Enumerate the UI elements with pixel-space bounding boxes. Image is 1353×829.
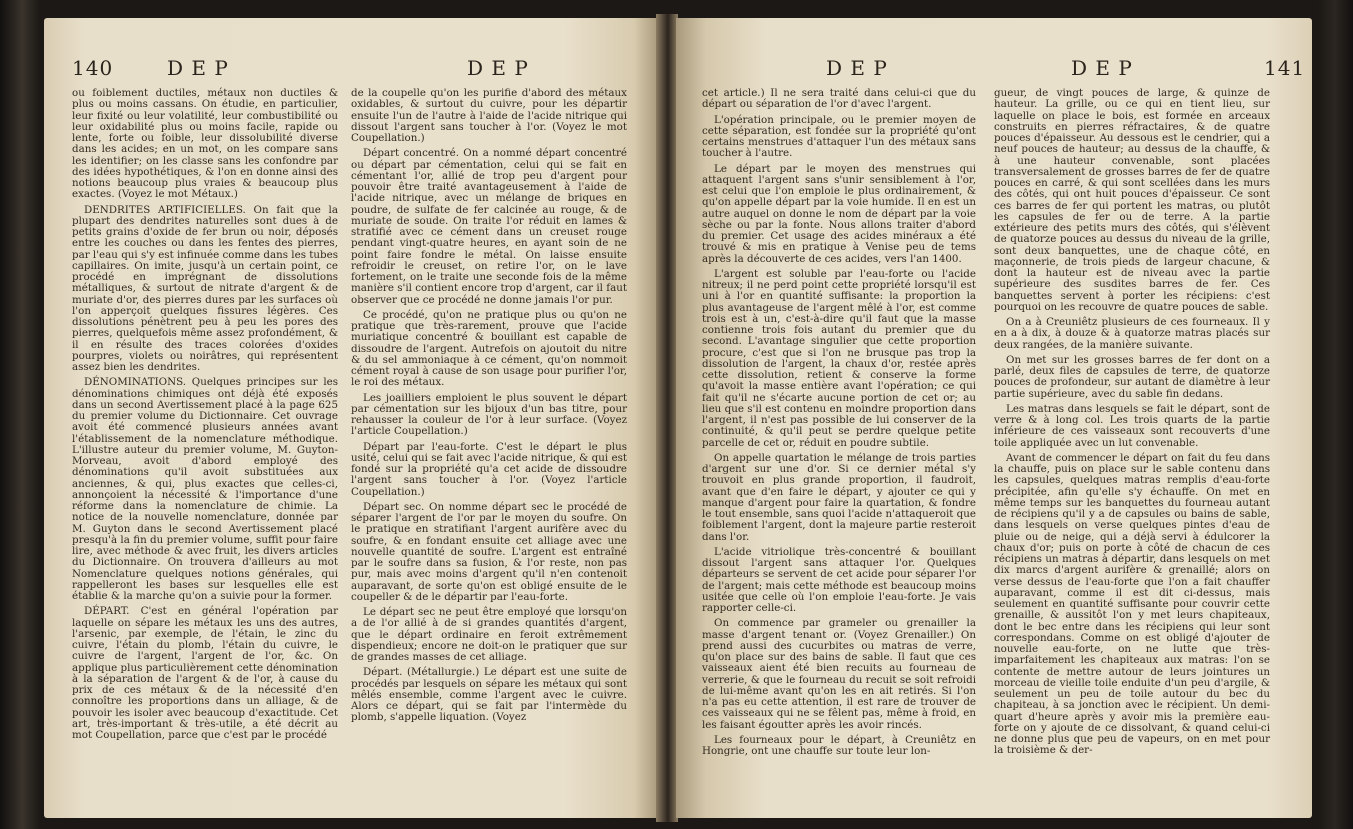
paragraph: L'acide vitriolique très-concentré & bouillant dissout l'argent sans attaquer l'or. Quelques départeurs se servent de cet acide pour séparer l'or de l'argent; mais cette méthode est beaucoup moins usitée que celle où l'on emploie l'eau-forte. Je vais rapporter celle-ci. <box>702 545 976 614</box>
left-page-column-1 <box>72 88 338 741</box>
paragraph: Départ concentré. On a nommé départ concentré ou départ par cémentation, celui qui se fait en cémentant l'or, allié de trop peu d'argent pour pouvoir être traité avantageusement à l'aide de l'acide nitrique, avec un mélange de briques en poudre, de sulfate de fer calcinée au rouge, & de muriate de soude. On traite l'or réduit en lames & stratifié avec ce cément dans un creuset rouge pendant vingt-quatre heures, en ayant soin de ne point faire fondre le métal. On laisse ensuite refroidir le creuset, on retire l'or, on le lave fortement, on le traite une seconde fois de la même manière s'il contient encore trop d'argent, car il faut observer que ce procédé ne donne jamais l'or pur. <box>351 147 627 306</box>
right-page-column-2 <box>994 88 1270 757</box>
paragraph: DÉNOMINATIONS. Quelques principes sur les dénominations chimiques ont déjà été exposés dans un second Avertissement placé à la page 625 du premier volume du Dictionnaire. Cet ouvrage avoit été commencé plusieurs années avant l'établissement de la nomenclature méthodique. L'illustre auteur du premier volume, M. Guyton-Morveau, avoit d'abord employé des dénominations qu'il avoit substituées aux anciennes, & qui, plus exactes que celles-ci, annonçoient la nécessité & l'importance d'une réforme dans la nomenclature de chimie. La notice de la nouvelle nomenclature, donnée par M. Guyton dans le second Avertissement placé presqu'à la fin du premier volume, suffit pour faire lire, avec méthode & avec fruit, les divers articles du Dictionnaire. On trouvera d'ailleurs au mot Nomenclature quelques notions générales, qui rappelleront les bases sur lesquelles elle est établie & la marche qu'on a suivie pour la former. <box>72 376 338 602</box>
paragraph: ou foiblement ductiles, métaux non ductiles & plus ou moins cassans. On étudie, en particulier, leur fixité ou leur volatilité, leur combustibilité ou leur oxidabilité plus ou moins facile, rapide ou lente, forte ou foible, leur dissolubilité diverse dans les acides; en un mot, on les compare sans les identifier; on les classe sans les confondre par des idées hypothétiques, & l'on en donne ainsi des notions beaucoup plus vraies & beaucoup plus exactes. (Voyez le mot Métaux.) <box>72 87 338 201</box>
right-page-column-1 <box>702 88 976 757</box>
paragraph: DENDRITES ARTIFICIELLES. On fait que la plupart des dendrites naturelles sont dues à de petits grains d'oxide de fer brun ou noir, déposés entre les couches ou dans les fentes des pierres, par l'eau qui s'y est infinuée comme dans les tubes capillaires. On imite, jusqu'à un certain point, ce procédé en imprégnant de dissolutions métalliques, & surtout de nitrate d'argent & de muriate d'or, des pierres dures par les surfaces où l'on apperçoit quelques fissures légères. Ces dissolutions pénètrent peu à peu les pores des pierres, quelquefois même assez profondément, & il en résulte des traces colorées d'oxides pourpres, violets ou noirâtres, qui représentent assez bien les dendrites. <box>72 203 338 373</box>
paragraph: On met sur les grosses barres de fer dont on a parlé, deux files de capsules de terre, de quatorze pouces de profondeur, sur autant de diamètre à leur partie supérieure, avec du sable fin dedans. <box>994 353 1270 400</box>
paragraph: Le départ sec ne peut être employé que lorsqu'on a de l'or allié à de si grandes quantités d'argent, que le départ ordinaire en feroit extrêmement dispendieux; encore ne doit-on le pratiquer que sur de grandes masses de cet alliage. <box>351 606 627 663</box>
left-page <box>44 18 658 818</box>
running-head-right-b: D E P <box>1071 56 1133 80</box>
paragraph: Départ sec. On nomme départ sec le procédé de séparer l'argent de l'or par le moyen du soufre. On le pratique en stratifiant l'argent aurifère avec du soufre, & en fondant ensuite cet alliage avec une nouvelle quantité de soufre. L'argent est entraîné par le soufre dans sa fusion, & l'or reste, non pas pur, mais avec moins d'argent qu'il n'en contenoit auparavant, de sorte qu'on est obligé ensuite de le coupeller & de le départir par l'eau-forte. <box>351 500 627 603</box>
paragraph: Départ par l'eau-forte. C'est le départ le plus usité, celui qui se fait avec l'acide nitrique, & qui est fondé sur la propriété qu'a cet acide de dissoudre l'argent sans toucher à l'or. (Voyez l'article Coupellation.) <box>351 440 627 498</box>
paragraph: L'opération principale, ou le premier moyen de cette séparation, est fondée sur la propriété qu'ont certains menstrues d'attaquer l'un des métaux sans toucher à l'autre. <box>702 113 976 160</box>
right-page <box>676 18 1312 818</box>
running-head-left-b: D E P <box>467 56 529 80</box>
running-head-right-a: D E P <box>826 56 888 80</box>
page-number-right: 141 <box>1264 56 1306 80</box>
paragraph: Ce procédé, qu'on ne pratique plus ou qu'on ne pratique que très-rarement, prouve que l'acide muriatique concentré & bouillant est capable de dissoudre de l'argent. Autrefois on ajoutoit du nitre & du sel ammoniaque à ce cément, qu'on nommoit cément royal à cause de son usage pour purifier l'or, le roi des métaux. <box>351 308 627 389</box>
paragraph: gueur, de vingt pouces de large, & quinze de hauteur. La grille, ou ce qui en tient lieu, sur laquelle on place le bois, est formée en arceaux construits en pierres réfractaires, & de quatre pouces d'épaisseur. Au dessous est le cendrier, qui a neuf pouces de hauteur; au dessus de la chauffe, & à une hauteur convenable, sont placées transversalement de grosses barres de fer de quatre pouces en carré, & qui sont scellées dans les murs des côtés, qui ont huit pouces d'épaisseur. Ce sont ces barres de fer qui portent les matras, ou plutôt les capsules de fer ou de terre. A la partie extérieure des petits murs des côtés, qui s'élèvent de quatorze pouces au dessus du niveau de la grille, sont deux banquettes, une de chaque côté, en maçonnerie, de trois pieds de largeur chacune, & dont la hauteur est de niveau avec la partie supérieure des susdites barres de fer. Ces banquettes servent à porter les récipiens: c'est pourquoi on les recouvre de quatre pouces de sable. <box>994 87 1270 313</box>
page-number-left: 140 <box>72 56 114 80</box>
book-gutter <box>656 14 678 822</box>
paragraph: Les fourneaux pour le départ, à Creuniêtz en Hongrie, ont une chauffe sur toute leur lon- <box>702 733 976 757</box>
paragraph: L'argent est soluble par l'eau-forte ou l'acide nitreux; il ne perd point cette propriété lorsqu'il est uni à l'or en quantité suffisante: la proportion la plus avantageuse de l'argent mêlé à l'or, est comme trois est à un, c'est-à-dire qu'il faut que la masse contienne trois fois autant du premier que du second. L'avantage singulier que cette proportion procure, c'est que si l'on ne brusque pas trop la dissolution de l'argent, la chaux d'or, restée après cette dissolution, retient & conserve la forme qu'avoit la masse entière avant l'opération; ce qui fait qu'il ne s'écarte aucune portion de cet or; au lieu que s'il est contenu en moindre proportion dans l'argent, il n'est pas possible de lui conserver de la continuité, & qu'il peut se perdre quelque petite parcelle de cet or, réduit en poudre subtile. <box>702 267 976 449</box>
paragraph: On commence par grameler ou grenailler la masse d'argent tenant or. (Voyez Grenailler.) On prend aussi des cucurbites ou matras de verre, qu'on place sur des bains de sable. Il faut que ces vaisseaux aient été bien recuits au fourneau de verrerie, & que le fourneau du recuit se soit refroidi de lui-même avant qu'on les en ait retirés. Si l'on n'a pas eu cette attention, il est rare de trouver de ces vaisseaux qui ne se fêlent pas, même à froid, en les faisant égoutter après les avoir rincés. <box>702 617 976 731</box>
paragraph: Départ. (Métallurgie.) Le départ est une suite de procédés par lesquels on sépare les métaux qui sont mêlés ensemble, comme l'argent avec le cuivre. Alors ce départ, qui se fait par l'intermède du plomb, s'appelle liquation. (Voyez <box>351 666 627 724</box>
paragraph: DÉPART. C'est en général l'opération par laquelle on sépare les métaux les uns des autres, l'arsenic, par exemple, de l'étain, le zinc du cuivre, l'étain du plomb, l'étain du cuivre, le cuivre de l'argent, l'argent de l'or, &c. On applique plus particulièrement cette dénomination à la séparation de l'argent & de l'or, à cause du prix de ces métaux & de la nécessité d'en connoître les proportions dans un alliage, & de pouvoir les isoler avec beaucoup d'exactitude. Cet art, très-important & très-utile, a été décrit au mot Coupellation, parce que c'est par le procédé <box>72 605 338 741</box>
running-head-left-a: D E P <box>167 56 229 80</box>
paragraph: On appelle quartation le mélange de trois parties d'argent sur une d'or. Si ce dernier métal s'y trouvoit en plus grande proportion, il faudroit, avant que d'en faire le départ, y ajouter ce qui y manque d'argent pour faire la quartation, & fondre le tout ensemble, sans quoi l'acide n'attaqueroit que foiblement l'argent, dont la majeure partie resteroit dans l'or. <box>702 451 976 543</box>
paragraph: Les matras dans lesquels se fait le départ, sont de verre & à long col. Les trois quarts de la partie inférieure de ces vaisseaux sont recouverts d'une toile appliquée avec un lut convenable. <box>994 402 1270 449</box>
paragraph: Le départ par le moyen des menstrues qui attaquent l'argent sans s'unir sensiblement à l'or, est celui que l'on emploie le plus ordinairement, & qu'on appelle départ par la voie humide. Il en est un autre auquel on donne le nom de départ par la voie sèche ou par la fonte. Nous allons traiter d'abord du premier. Cet usage des acides minéraux a été trouvé & mis en pratique à Venise peu de tems après la découverte de ces acides, vers l'an 1400. <box>702 162 976 265</box>
paragraph: cet article.) Il ne sera traité dans celui-ci que du départ ou séparation de l'or d'avec l'argent. <box>702 87 976 111</box>
paragraph: Avant de commencer le départ on fait du feu dans la chauffe, puis on place sur le sable contenu dans les capsules, quelques matras remplis d'eau-forte précipitée, afin qu'elle s'y échauffe. On met en même temps sur les banquettes du fourneau autant de récipiens qu'il y a de capsules ou bains de sable, dans lesquels on verse quelques pintes d'eau de pluie ou de neige, qui a déjà servi à édulcorer la chaux d'or; puis on porte à côté de chacun de ces récipiens un matras à départir, dans lesquels on met dix marcs d'argent aurifère & grenaillé; alors on verse dessus de l'eau-forte que l'on a fait chauffer auparavant, comme il est dit ci-dessus, mais seulement en quantité suffisante pour couvrir cette grenaille, & aussitôt l'on y met leurs chapiteaux, dont le bec entre dans les récipiens qui leur sont correspondans. Comme on est obligé d'ajouter de nouvelle eau-forte, on ne lutte que très-imparfaitement les chapiteaux aux matras: l'on se contente de mettre autour de leurs jointures un morceau de vieille toile enduite d'un peu d'argile, & seulement un peu de toile autour du bec du chapiteau, à sa jonction avec le récipient. Un demi-quart d'heure après y avoir mis la première eau-forte on y ajoute de ce dissolvant, & quand celui-ci ne donne plus que peu de vapeurs, on en met pour la troisième & der- <box>994 451 1270 757</box>
paragraph: de la coupelle qu'on les purifie d'abord des métaux oxidables, & surtout du cuivre, pour les départir ensuite l'un de l'autre à l'aide de l'acide nitrique qui dissout l'argent sans toucher à l'or. (Voyez le mot Coupellation.) <box>351 87 627 144</box>
paragraph: On a à Creuniêtz plusieurs de ces fourneaux. Il y en a à dix, à douze & à quatorze matras placés sur deux rangées, de la manière suivante. <box>994 316 1270 351</box>
left-page-column-2 <box>351 88 627 724</box>
paragraph: Les joailliers emploient le plus souvent le départ par cémentation sur les bijoux d'un bas titre, pour rehausser la couleur de l'or à leur surface. (Voyez l'article Coupellation.) <box>351 391 627 438</box>
